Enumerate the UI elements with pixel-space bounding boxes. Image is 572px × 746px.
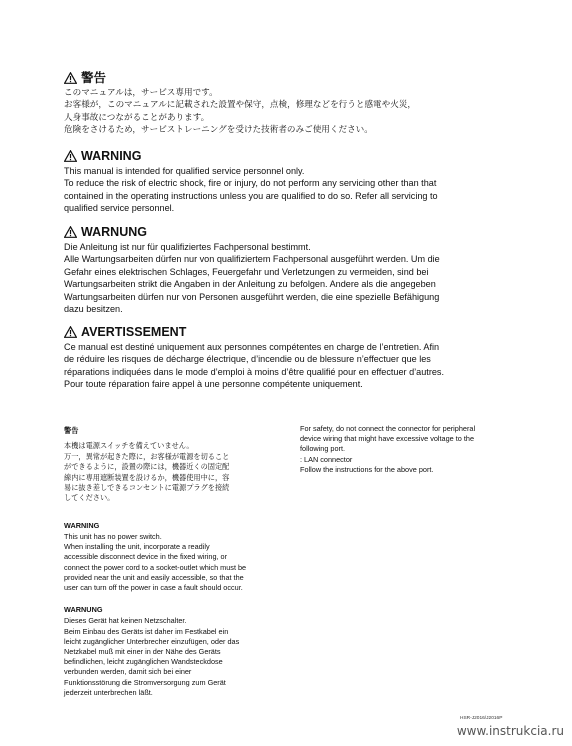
- text-line: device wiring that might have excessive voltage to the: [300, 434, 475, 444]
- text-line: お客様が，このマニュアルに記載された設置や保守，点検，修理などを行うと感電や火災，: [64, 100, 417, 111]
- power-warning-title-en: WARNING: [64, 520, 100, 530]
- text-line: Wartungsarbeiten strikt die Angaben in der Anleitung zu befolgen. Andere als die angegeben: [64, 279, 436, 290]
- text-line: : LAN connector: [300, 454, 353, 464]
- text-line: Netzkabel muß mit einer in der Nähe des Geräts: [64, 647, 221, 657]
- text-line: To reduce the risk of electric shock, fire or injury, do not perform any servicing other than that: [64, 178, 437, 189]
- warning-triangle-icon: [64, 326, 77, 338]
- lan-caution-column: [300, 424, 520, 475]
- text-line: このマニュアルは，サービス専用です。: [64, 88, 218, 98]
- warning-triangle-icon: [64, 72, 77, 84]
- text-line: For safety, do not connect the connector for peripheral: [300, 424, 476, 433]
- text-line: provided near the unit and easily accessible, so that the: [64, 572, 244, 582]
- warning-text-jp: [64, 87, 464, 137]
- text-line: Dieses Gerät hat keinen Netzschalter.: [64, 616, 187, 626]
- text-line: Funktionsstörung die Stromversorgung zum Gerät: [64, 677, 226, 687]
- warning-heading-jp: [64, 70, 464, 86]
- text-line: 万一，異常が起きた際に，お客様が電源を切ること: [64, 451, 230, 461]
- text-line: befindlichen, leicht zugänglichen Wandsteckdose: [64, 657, 223, 667]
- warning-text-fr: [64, 341, 464, 391]
- warning-triangle-icon: [64, 226, 77, 238]
- text-line: Wartungsarbeiten dürfen nur von Personen ausgeführt werden, die eine spezielle Befähigung: [64, 291, 440, 302]
- text-line: following port.: [300, 444, 346, 454]
- text-line: connect the power cord to a socket-outlet which must be: [64, 562, 247, 572]
- text-line: This unit has no power switch.: [64, 532, 162, 542]
- warning-section-fr: [64, 324, 464, 391]
- warning-section-de: [64, 224, 464, 315]
- text-line: jederzeit unterbrechen läßt.: [64, 687, 153, 697]
- warning-title-de: WARNUNG: [81, 225, 147, 239]
- text-line: user can turn off the power in case a fault should occur.: [64, 583, 243, 593]
- text-line: qualified service personnel.: [64, 203, 175, 214]
- text-line: 人身事故につながることがあります。: [64, 112, 210, 123]
- text-line: 線内に専用遮断装置を設けるか，機器使用中に，容: [64, 472, 230, 482]
- power-warning-text-jp: [64, 441, 284, 503]
- text-line: Ce manual est destiné uniquement aux personnes compétentes en charge de l’entretien. Afin: [64, 342, 440, 352]
- model-number: [460, 716, 502, 722]
- text-line: This manual is intended for qualified service personnel only.: [64, 166, 305, 176]
- power-warning-text-en: [64, 532, 284, 593]
- warning-heading-en: [64, 148, 464, 164]
- warning-title-en: WARNING: [81, 149, 142, 163]
- text-line: Die Anleitung ist nur für qualifiziertes Fachpersonal bestimmt.: [64, 242, 311, 252]
- warning-heading-fr: [64, 324, 464, 340]
- power-warning-title-jp: 警告: [64, 426, 79, 435]
- text-line: contained in the operating instructions unless you are qualified to do so. Refer all servicing to: [64, 190, 438, 201]
- warning-title-jp: 警告: [81, 71, 107, 85]
- text-line: 危険をさけるため，サービストレーニングを受けた技術者のみご使用ください。: [64, 125, 373, 136]
- text-line: de réduire les risques de décharge électrique, d’incendie ou de blessure n’effectuer que les: [64, 354, 431, 365]
- warning-text-de: [64, 241, 464, 315]
- text-line: Follow the instructions for the above port.: [300, 464, 434, 474]
- text-line: Gefahr eines elektrischen Schlages, Feuergefahr und Verletzungen zu vermeiden, sind bei: [64, 266, 429, 277]
- warning-triangle-icon: [64, 150, 77, 162]
- power-warning-column: [64, 426, 284, 698]
- warning-section-en: [64, 148, 464, 215]
- warning-heading-de: [64, 224, 464, 240]
- warning-title-fr: AVERTISSEMENT: [81, 325, 187, 339]
- text-line: When installing the unit, incorporate a readily: [64, 542, 210, 552]
- power-warning-title-de: WARNUNG: [64, 605, 103, 615]
- watermark: www.instrukcia.ru: [456, 724, 564, 738]
- text-line: dazu besitzen.: [64, 304, 123, 315]
- power-warning-text-de: [64, 616, 284, 698]
- text-line: 本機は電源スイッチを備えていません。: [64, 441, 194, 451]
- text-line: Alle Wartungsarbeiten dürfen nur von qualifiziertem Fachpersonal ausgeführt werden. Um die: [64, 254, 440, 265]
- model-number-text: HSR-J2016/J2016P: [460, 716, 503, 721]
- text-line: accessible disconnect device in the fixed wiring, or: [64, 552, 228, 562]
- text-line: réparations indiquées dans le mode d’emploi à moins d’être qualifié pour en effectuer d’autres.: [64, 366, 444, 377]
- text-line: 易に抜き差しできるコンセントに電源プラグを接続: [64, 483, 230, 493]
- warning-section-jp: [64, 70, 464, 137]
- text-line: ができるように，設置の際には，機器近くの固定配: [64, 462, 230, 472]
- text-line: してください。: [64, 493, 115, 503]
- warning-text-en: [64, 165, 464, 215]
- text-line: Beim Einbau des Geräts ist daher im Festkabel ein: [64, 626, 229, 636]
- text-line: leicht zugänglicher Unterbrecher einzufügen, oder das: [64, 636, 240, 646]
- text-line: verbunden werden, damit sich bei einer: [64, 667, 192, 677]
- text-line: Pour toute réparation faire appel à une personne compétente uniquement.: [64, 379, 363, 390]
